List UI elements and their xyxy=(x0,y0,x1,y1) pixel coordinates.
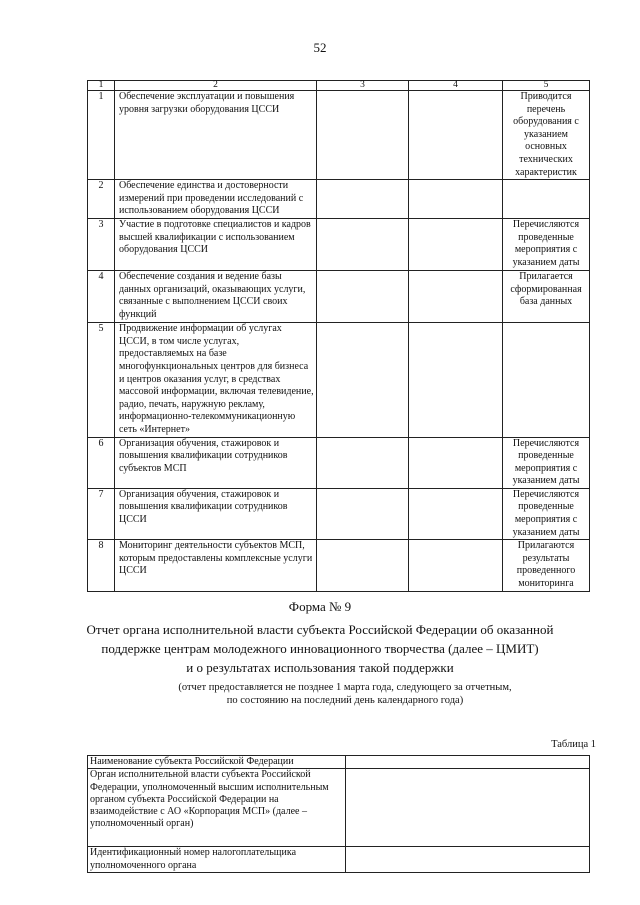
row-number: 5 xyxy=(88,323,115,437)
table-row xyxy=(88,488,590,539)
table-row xyxy=(88,769,590,847)
row-note xyxy=(503,180,590,219)
empty-cell xyxy=(409,271,503,323)
info-value-cell xyxy=(346,756,590,769)
empty-cell xyxy=(409,219,503,271)
table-row xyxy=(88,219,590,271)
info-label: Идентификационный номер налогоплательщика уполномоченного органа xyxy=(88,847,346,873)
column-header: 2 xyxy=(115,81,317,91)
column-header: 3 xyxy=(317,81,409,91)
page-number: 52 xyxy=(313,40,327,55)
form-heading xyxy=(0,620,640,677)
form-heading-line: Отчет органа исполнительной власти субъекта Российской Федерации об оказанной xyxy=(86,622,554,637)
table-label: Таблица 1 xyxy=(551,739,596,750)
info-value-cell xyxy=(346,769,590,847)
table-header-row xyxy=(88,81,590,91)
column-header: 5 xyxy=(503,81,590,91)
row-description: Обеспечение эксплуатации и повышения уровня загрузки оборудования ЦССИ xyxy=(115,91,317,180)
form-note-line: (отчет предоставляется не позднее 1 марта года, следующего за отчетным, xyxy=(178,682,512,693)
form-note-line: по состоянию на последний день календарного года) xyxy=(226,695,464,706)
table-row xyxy=(88,847,590,873)
info-label: Орган исполнительной власти субъекта Российской Федерации, уполномоченный высшим исполнительным органом субъекта Российской Федерации на взаимодействие с АО «Корпорация МСП» (далее – уполномоченный орган) xyxy=(88,769,346,847)
table-row xyxy=(88,756,590,769)
empty-cell xyxy=(409,540,503,591)
row-number: 2 xyxy=(88,180,115,219)
empty-cell xyxy=(317,540,409,591)
empty-cell xyxy=(317,219,409,271)
table-row xyxy=(88,540,590,591)
empty-cell xyxy=(317,437,409,488)
form-heading-line: поддержке центрам молодежного инновационного творчества (далее – ЦМИТ) xyxy=(101,641,539,656)
row-number: 6 xyxy=(88,437,115,488)
row-note: Прилагается сформированная база данных xyxy=(503,271,590,323)
info-label: Наименование субъекта Российской Федерации xyxy=(88,756,346,769)
row-description: Участие в подготовке специалистов и кадров высшей квалификации с использованием оборудования ЦССИ xyxy=(115,219,317,271)
row-description: Обеспечение создания и ведение базы данных организаций, оказывающих услуги, связанные с выполнением ЦССИ своих функций xyxy=(115,271,317,323)
row-description: Организация обучения, стажировок и повышения квалификации сотрудников субъектов МСП xyxy=(115,437,317,488)
row-number: 8 xyxy=(88,540,115,591)
empty-cell xyxy=(409,323,503,437)
row-number: 7 xyxy=(88,488,115,539)
table-row xyxy=(88,180,590,219)
empty-cell xyxy=(317,271,409,323)
activities-table xyxy=(87,80,590,592)
empty-cell xyxy=(317,91,409,180)
row-number: 3 xyxy=(88,219,115,271)
info-value-cell xyxy=(346,847,590,873)
row-note: Перечисляются проведенные мероприятия с указанием даты xyxy=(503,219,590,271)
row-note: Перечисляются проведенные мероприятия с указанием даты xyxy=(503,437,590,488)
row-note xyxy=(503,323,590,437)
row-note: Приводится перечень оборудования с указанием основных технических характеристик xyxy=(503,91,590,180)
column-header: 1 xyxy=(88,81,115,91)
empty-cell xyxy=(409,488,503,539)
empty-cell xyxy=(317,488,409,539)
row-description: Организация обучения, стажировок и повышения квалификации сотрудников ЦССИ xyxy=(115,488,317,539)
row-number: 1 xyxy=(88,91,115,180)
form-heading-line: и о результатах использования такой поддержки xyxy=(186,660,454,675)
empty-cell xyxy=(409,91,503,180)
column-header: 4 xyxy=(409,81,503,91)
form-title: Форма № 9 xyxy=(288,599,352,614)
row-number: 4 xyxy=(88,271,115,323)
empty-cell xyxy=(317,180,409,219)
row-description: Продвижение информации об услугах ЦССИ, в том числе услугах, предоставляемых на базе многофункциональных центров для бизнеса и центров оказания услуг, в средствах массовой информации, включая телевидение, радио, печать, наружную рекламу, информационно-телекоммуникационную сеть «Интернет» xyxy=(115,323,317,437)
table-row xyxy=(88,91,590,180)
form-note xyxy=(0,681,640,707)
table-row xyxy=(88,323,590,437)
empty-cell xyxy=(317,323,409,437)
table-row xyxy=(88,271,590,323)
info-table xyxy=(87,755,590,873)
row-description: Обеспечение единства и достоверности измерений при проведении исследований с использованием оборудования ЦССИ xyxy=(115,180,317,219)
form-header xyxy=(0,598,640,677)
table-row xyxy=(88,437,590,488)
empty-cell xyxy=(409,437,503,488)
row-note: Перечисляются проведенные мероприятия с указанием даты xyxy=(503,488,590,539)
row-note: Прилагаются результаты проведенного мониторинга xyxy=(503,540,590,591)
row-description: Мониторинг деятельности субъектов МСП, которым предоставлены комплексные услуги ЦССИ xyxy=(115,540,317,591)
empty-cell xyxy=(409,180,503,219)
